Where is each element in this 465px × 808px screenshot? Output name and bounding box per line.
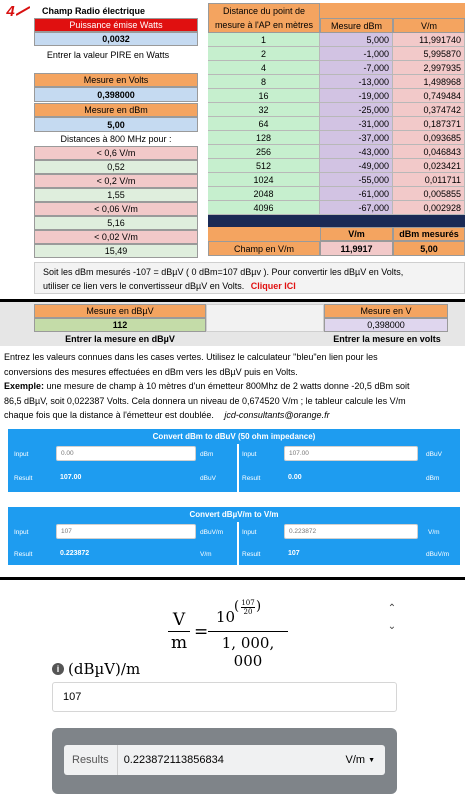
dbm-cell: -25,000 — [320, 103, 393, 117]
mesure-dbm-label: Mesure en dBm — [34, 103, 198, 117]
distance-cell: 1 — [208, 33, 320, 47]
vm-cell: 5,995870 — [393, 47, 465, 61]
calc-dbuvm-vm-title: Convert dBµV/m to V/m — [189, 510, 279, 519]
pire-hint: Entrer la valeur PIRE en Watts — [46, 50, 170, 60]
sheet-title: Champ Radio électrique — [42, 5, 146, 16]
distances-label: Distances à 800 MHz pour : — [60, 133, 172, 144]
col-dbm-header: Mesure dBm — [320, 18, 393, 33]
dbm-cell: -37,000 — [320, 131, 393, 145]
calc-divider — [237, 522, 239, 565]
threshold-value: 0,52 — [34, 160, 198, 174]
vm-cell: 0,002928 — [393, 201, 465, 215]
header-filler — [320, 3, 465, 18]
dbuv-input[interactable]: 107.00 — [284, 446, 418, 461]
threshold-value: 1,55 — [34, 188, 198, 202]
summary-dbm-label: dBm mesurés — [393, 227, 465, 241]
puissance-input[interactable]: 0,0032 — [34, 32, 198, 46]
formula-calculator — [0, 580, 465, 808]
summary-vm-label: V/m — [320, 227, 393, 241]
volts-value: 0,398000 — [324, 318, 448, 332]
dbuv-section — [0, 302, 465, 346]
distance-cell: 256 — [208, 145, 320, 159]
dbuv-result: 107.00 — [60, 474, 82, 481]
dbm-cell: -7,000 — [320, 61, 393, 75]
puissance-label: Puissance émise Watts — [34, 18, 198, 32]
vm-result: 0.223872 — [60, 550, 90, 557]
dbuvm-result: 107 — [288, 550, 300, 557]
converter-link[interactable]: Cliquer ICI — [250, 281, 296, 291]
dbm-result: 0.00 — [288, 474, 302, 481]
formula: V m = 10 ( 107 20 ) 1, 000, 000 — [160, 594, 390, 660]
volts-hint: Entrer la mesure en volts — [333, 334, 441, 344]
vm-cell: 0,005855 — [393, 187, 465, 201]
dbm-cell: -61,000 — [320, 187, 393, 201]
threshold-value: 5,16 — [34, 216, 198, 230]
results-field — [64, 745, 385, 775]
threshold-value: 15,49 — [34, 244, 198, 258]
dbuv-hint: Entrer la mesure en dBµV — [65, 334, 175, 344]
mesure-dbm-value: 5,00 — [34, 117, 198, 132]
vm-cell: 0,093685 — [393, 131, 465, 145]
distance-cell: 128 — [208, 131, 320, 145]
threshold-label: < 0,6 V/m — [34, 146, 198, 160]
email-link[interactable]: jcd-consultants@orange.fr — [224, 410, 330, 420]
dbm-cell: -31,000 — [320, 117, 393, 131]
vm-input[interactable]: 0.223872 — [284, 524, 418, 539]
vm-cell: 0,023421 — [393, 159, 465, 173]
calc-dbuvm-vm: Convert dBµV/m to V/m Input 107 dBuV/m Result 0.223872 V/m Input 0.223872 V/m Result 107 dBuV/m — [8, 507, 460, 565]
distance-cell: 16 — [208, 89, 320, 103]
volts-label: Mesure en V — [324, 304, 448, 318]
dbm-cell: -1,000 — [320, 47, 393, 61]
distance-cell: 4096 — [208, 201, 320, 215]
dbm-cell: 5,000 — [320, 33, 393, 47]
distance-cell: 32 — [208, 103, 320, 117]
vm-cell: 0,187371 — [393, 117, 465, 131]
dbm-cell: -55,000 — [320, 173, 393, 187]
dbm-input[interactable]: 0.00 — [56, 446, 196, 461]
dbm-cell: -43,000 — [320, 145, 393, 159]
champ-label: Champ en V/m — [208, 241, 320, 256]
threshold-label: < 0,2 V/m — [34, 174, 198, 188]
dbm-cell: -67,000 — [320, 201, 393, 215]
threshold-label: < 0,02 V/m — [34, 230, 198, 244]
unit-select[interactable]: V/m ▼ — [345, 754, 375, 766]
dbuv-label: Mesure en dBµV — [34, 304, 206, 318]
col-vm-header: V/m — [393, 18, 465, 33]
vm-cell: 1,498968 — [393, 75, 465, 89]
info-icon[interactable]: i — [52, 663, 64, 675]
distance-cell: 2 — [208, 47, 320, 61]
vm-cell: 2,997935 — [393, 61, 465, 75]
col-distance-header: Distance du point de mesure à l'AP en mètres — [208, 3, 320, 33]
results-value: 0.223872113856834 — [123, 754, 224, 766]
dbuv-empty — [206, 304, 324, 332]
calc-dbm-dbuv-title: Convert dBm to dBuV (50 ohm impedance) — [152, 432, 316, 441]
dbuvm-input[interactable]: 107 — [56, 524, 196, 539]
dbm-cell: -49,000 — [320, 159, 393, 173]
champ-value: 11,9917 — [320, 241, 393, 256]
results-label: Results — [64, 745, 118, 775]
calc-divider — [237, 444, 239, 492]
dbuv-input[interactable]: 112 — [34, 318, 206, 332]
distance-cell: 64 — [208, 117, 320, 131]
distance-cell: 4 — [208, 61, 320, 75]
calc-dbm-dbuv: Convert dBm to dBuV (50 ohm impedance) Input 0.00 dBm Result 107.00 dBuV Input 107.00 dBuV Result 0.00 dBm — [8, 429, 460, 492]
logo-icon: 4 — [3, 3, 33, 19]
instructions: Entrez les valeurs connues dans les cases vertes. Utilisez le calculateur "bleu"en lien pour les conversions des mesures effectuées en dBm vers les dBµV puis en Volts. Exemple: une mesure de champ à 10 mètres d'un émetteur 800Mhz de 2 watts donne -20,5 dBm soit 86,5 dBµV, soit 0,022387 Volts. Cela donnera un niveau de 0,674520 V/m ; le tableur calcule les V/m chaque fois que la distance à l'émetteur est doublée. jcd-consultants@orange.fr — [4, 352, 410, 420]
results-panel — [52, 728, 397, 794]
dbm-cell: -19,000 — [320, 89, 393, 103]
note-box: Soit les dBm mesurés -107 = dBµV ( 0 dBm=107 dBµv ). Pour convertir les dBµV en Volts, utiliser ce lien vers le convertisseur dBµV en Volts. Cliquer ICI — [34, 262, 465, 294]
caret-down-icon: ▼ — [368, 756, 375, 764]
vm-cell: 0,374742 — [393, 103, 465, 117]
dbm-cell: -13,000 — [320, 75, 393, 89]
distance-cell: 2048 — [208, 187, 320, 201]
summary-filler — [208, 227, 320, 241]
dbm-measured-value: 5,00 — [393, 241, 465, 256]
mesure-volts-value: 0,398000 — [34, 87, 198, 102]
vm-cell: 11,991740 — [393, 33, 465, 47]
distance-cell: 8 — [208, 75, 320, 89]
input-label: i (dBµV)/m — [52, 660, 140, 678]
spreadsheet-top — [0, 0, 465, 300]
vm-cell: 0,011711 — [393, 173, 465, 187]
dbuvm-value-input[interactable]: 107 — [52, 682, 397, 712]
vm-cell: 0,749484 — [393, 89, 465, 103]
distance-cell: 1024 — [208, 173, 320, 187]
table-divider — [208, 215, 465, 227]
scroll-down-icon[interactable]: ⌄ — [387, 620, 397, 632]
threshold-label: < 0,06 V/m — [34, 202, 198, 216]
vm-cell: 0,046843 — [393, 145, 465, 159]
mesure-volts-label: Mesure en Volts — [34, 73, 198, 87]
distance-cell: 512 — [208, 159, 320, 173]
scroll-up-icon[interactable]: ⌃ — [387, 602, 397, 614]
